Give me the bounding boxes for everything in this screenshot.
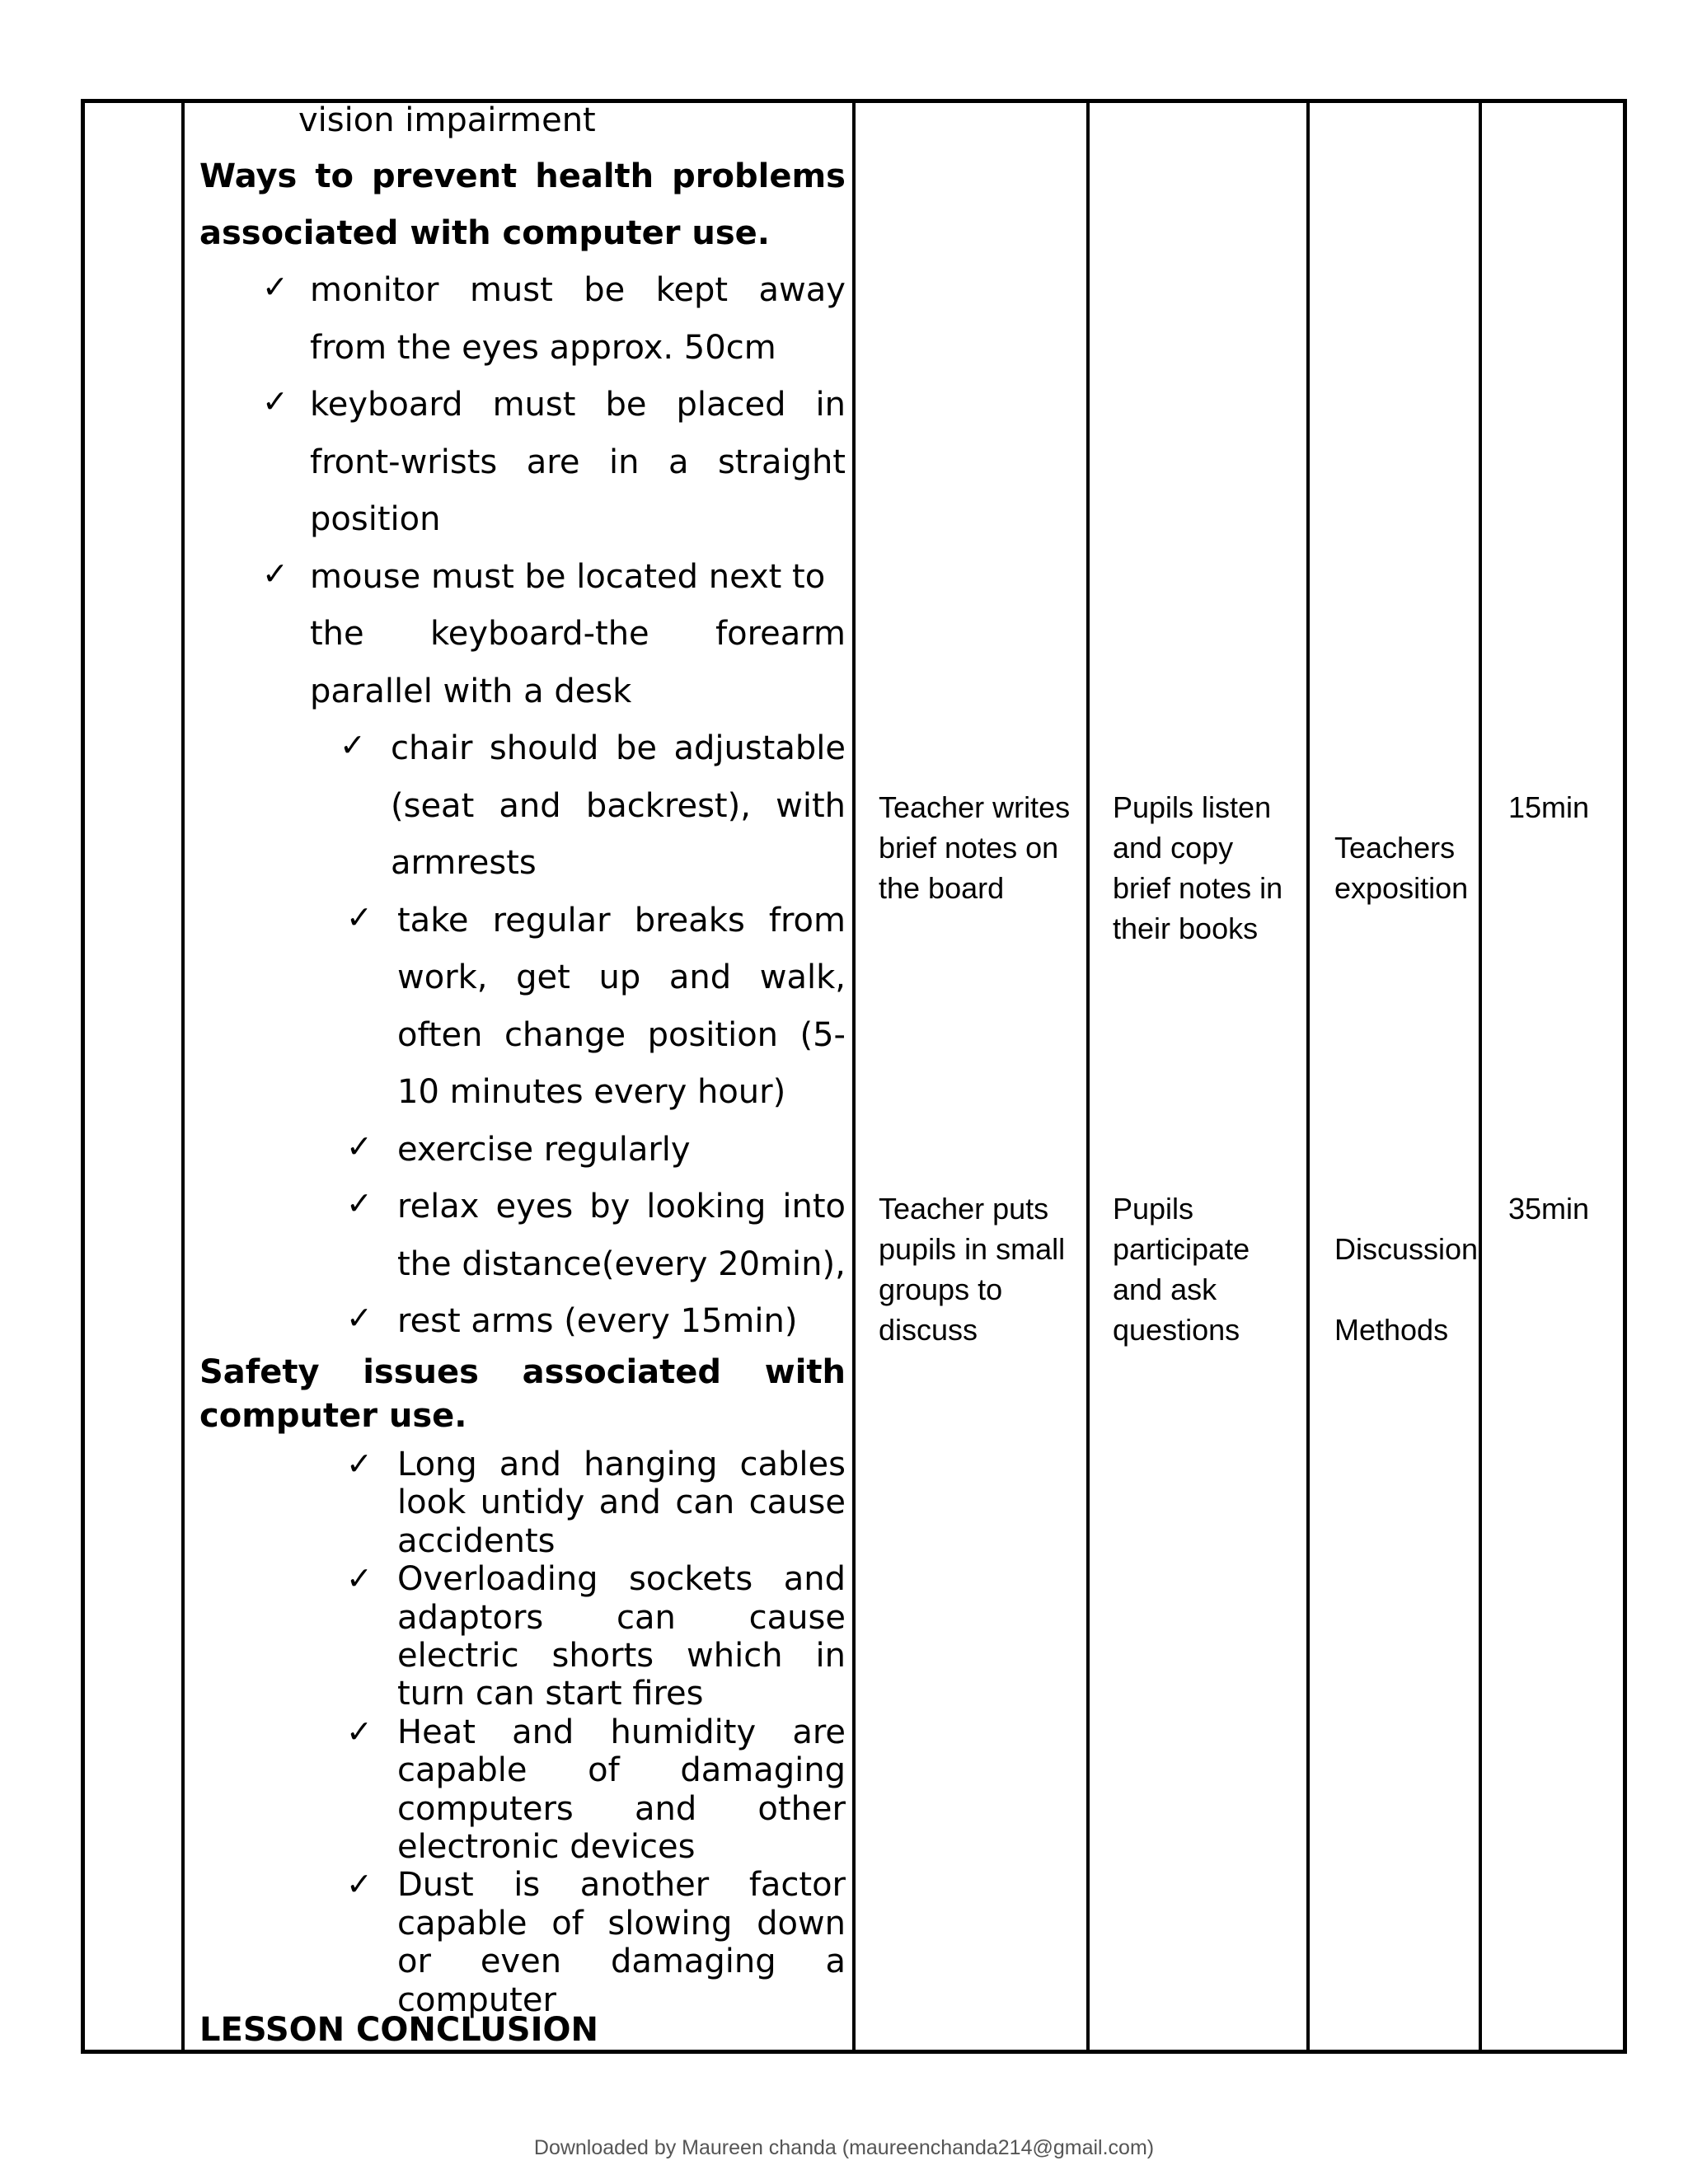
word: relax [397, 1188, 480, 1226]
heading-word: prevent [371, 157, 518, 195]
checkmark-icon: ✓ [262, 269, 288, 305]
word: by [589, 1188, 631, 1226]
heading-word: with [764, 1353, 846, 1391]
word: position [647, 1015, 779, 1054]
word: and [668, 958, 732, 996]
teacher-activity-line: groups to [879, 1272, 1003, 1306]
word: into [782, 1188, 846, 1226]
word: backrest), [585, 786, 751, 825]
heading-word: Safety [199, 1353, 320, 1391]
word: and [499, 786, 561, 825]
safety-item-line [397, 1751, 846, 1789]
word: get [516, 958, 570, 996]
word: slowing [607, 1904, 733, 1943]
heading-word: health [535, 157, 654, 195]
word: are [792, 1713, 846, 1751]
pupil-activity-cell [1113, 1188, 1250, 1350]
column-divider [852, 99, 856, 2054]
method-cell [1334, 827, 1468, 908]
teacher-activity-cell [879, 787, 1070, 908]
column-divider [181, 99, 185, 2054]
word: Long [397, 1446, 477, 1483]
method-cell [1334, 1229, 1478, 1350]
checkmark-icon: ✓ [346, 1185, 373, 1221]
safety-item-line: turn can start fires [397, 1675, 704, 1713]
heading-word: problems [672, 157, 846, 195]
word: look [397, 1483, 467, 1522]
prevent-nested-item-line: rest arms (every 15min) [397, 1302, 798, 1340]
pupil-activity-line: their books [1113, 912, 1259, 945]
word: adaptors [397, 1598, 544, 1637]
word: often [397, 1015, 483, 1054]
word: forearm [715, 615, 846, 653]
word: computers [397, 1789, 574, 1828]
word: the [310, 615, 364, 653]
method-line: Discussion [1334, 1232, 1479, 1266]
prevent-item-line [310, 262, 846, 320]
word: from [768, 901, 846, 940]
word: even [480, 1943, 562, 1981]
word: and [634, 1789, 697, 1828]
word: of [551, 1904, 584, 1943]
prevent-nested-item-line: armrests [391, 844, 537, 882]
word: shorts [551, 1637, 654, 1675]
word: change [504, 1015, 626, 1054]
word: (5- [799, 1015, 846, 1054]
prevent-nested-item-line [397, 1007, 846, 1065]
pupil-activity-line: Pupils listen [1113, 790, 1272, 824]
prevent-nested-item-line: the distance(every 20min), [397, 1244, 846, 1283]
prevent-nested-item-line: 10 minutes every hour) [397, 1073, 786, 1111]
word: untidy [480, 1483, 585, 1522]
heading-word: to [315, 157, 354, 195]
heading-word: associated [522, 1353, 722, 1391]
word: damaging [680, 1751, 846, 1790]
checkmark-icon: ✓ [346, 1866, 373, 1903]
time-cell: 35min [1508, 1192, 1590, 1226]
word: must [492, 386, 576, 424]
safety-item-line [397, 1943, 846, 1980]
pupil-activity-cell [1113, 787, 1282, 949]
word: can [675, 1483, 735, 1522]
word: adjustable [673, 729, 846, 767]
prevent-item-line [310, 606, 846, 663]
safety-heading-line1 [199, 1347, 846, 1397]
word: with [776, 786, 846, 825]
safety-item-line: computer [397, 1980, 556, 2019]
word: hanging [584, 1446, 718, 1483]
safety-item-line [397, 1713, 846, 1751]
word: Overloading [397, 1560, 598, 1599]
word: (seat [391, 786, 475, 825]
teacher-activity-line: Teacher writes [879, 790, 1071, 824]
word: another [579, 1866, 710, 1905]
word: take [397, 901, 469, 940]
word: sockets [629, 1560, 753, 1599]
method-line: exposition [1334, 871, 1469, 905]
word: and [783, 1560, 846, 1599]
pupil-activity-line: participate [1113, 1232, 1250, 1266]
teacher-activity-line: brief notes on [879, 831, 1059, 865]
word: and [499, 1446, 562, 1483]
safety-item-line: electronic devices [397, 1828, 696, 1866]
word: keyboard-the [430, 615, 649, 653]
column-divider [1086, 99, 1090, 2054]
safety-item-line [397, 1483, 846, 1521]
prevent-heading-line1 [199, 148, 846, 206]
word: other [757, 1789, 846, 1828]
word: monitor [310, 271, 439, 309]
checkmark-icon: ✓ [346, 1713, 373, 1750]
word: in [815, 386, 846, 424]
pupil-activity-line: brief notes in [1113, 871, 1283, 905]
word: kept [655, 271, 729, 309]
checkmark-icon: ✓ [340, 727, 366, 763]
word: is [513, 1866, 541, 1905]
pupil-activity-line: and ask [1113, 1272, 1217, 1306]
time-cell: 15min [1508, 790, 1590, 824]
word: looking [646, 1188, 767, 1226]
safety-heading-line2: computer use. [199, 1397, 467, 1435]
teacher-activity-line: pupils in small [879, 1232, 1066, 1266]
word: cables [739, 1446, 846, 1483]
prevent-item-line: parallel with a desk [310, 672, 632, 710]
word: Heat [397, 1713, 476, 1751]
prevent-nested-item-line: exercise regularly [397, 1130, 691, 1169]
word: humidity [610, 1713, 757, 1751]
column-divider [1479, 99, 1482, 2054]
word: of [588, 1751, 620, 1790]
method-line: Methods [1334, 1313, 1449, 1347]
prevent-item-line: position [310, 500, 441, 538]
prevent-item-line [310, 434, 846, 492]
pupil-activity-line: Pupils [1113, 1192, 1194, 1226]
word: capable [397, 1751, 528, 1790]
safety-item-line [397, 1637, 846, 1675]
word: be [615, 729, 657, 767]
lesson-conclusion-heading: LESSON CONCLUSION [199, 2011, 598, 2049]
word: should [489, 729, 599, 767]
prevent-nested-item-line [391, 720, 846, 778]
pupil-activity-line: questions [1113, 1313, 1240, 1347]
word: work, [397, 958, 488, 996]
prevent-nested-item-line [397, 893, 846, 950]
teacher-activity-line: discuss [879, 1313, 978, 1347]
word: can [617, 1598, 676, 1637]
safety-item-line [397, 1446, 846, 1483]
download-footer: Downloaded by Maureen chanda (maureenchanda214@gmail.com) [533, 2136, 1155, 2159]
word: keyboard [310, 386, 463, 424]
word: chair [391, 729, 473, 767]
prevent-nested-item-line [397, 1179, 846, 1236]
heading-word: issues [363, 1353, 479, 1391]
checkmark-icon: ✓ [346, 898, 373, 935]
word: be [605, 386, 647, 424]
word: placed [676, 386, 786, 424]
word: must [469, 271, 553, 309]
word: Dust [397, 1866, 474, 1905]
teacher-activity-line: Teacher puts [879, 1192, 1049, 1226]
checkmark-icon: ✓ [262, 383, 288, 419]
prevent-nested-item-line [391, 778, 846, 836]
word: electric [397, 1637, 519, 1675]
method-line: Teachers [1334, 831, 1456, 865]
heading-word: Ways [199, 157, 298, 195]
word: cause [748, 1598, 846, 1637]
word: up [598, 958, 641, 996]
column-divider [1306, 99, 1310, 2054]
word: a [825, 1943, 846, 1981]
prevent-heading-line2: associated with computer use. [199, 214, 770, 252]
word: straight [717, 443, 846, 481]
word: damaging [610, 1943, 776, 1981]
teacher-activity-line: the board [879, 871, 1005, 905]
word: or [397, 1943, 431, 1981]
word: are [526, 443, 580, 481]
word: capable [397, 1904, 528, 1943]
word: factor [748, 1866, 846, 1905]
word: in [815, 1637, 846, 1675]
word: eyes [495, 1188, 574, 1226]
safety-item-line [397, 1790, 846, 1828]
word: away [758, 271, 846, 309]
word: and [512, 1713, 574, 1751]
intro-line: vision impairment [298, 101, 596, 139]
checkmark-icon: ✓ [346, 1446, 373, 1482]
word: which [687, 1637, 783, 1675]
teacher-activity-cell [879, 1188, 1065, 1350]
method-line [1334, 1269, 1478, 1310]
word: front-wrists [310, 443, 498, 481]
checkmark-icon: ✓ [346, 1127, 373, 1165]
word: cause [748, 1483, 846, 1522]
word: regular [492, 901, 611, 940]
safety-item-line [397, 1866, 846, 1904]
checkmark-icon: ✓ [346, 1560, 373, 1597]
safety-item-line [397, 1905, 846, 1943]
pupil-activity-line: and copy [1113, 831, 1234, 865]
word: down [757, 1904, 846, 1943]
prevent-item-line [310, 377, 846, 434]
checkmark-icon: ✓ [262, 555, 288, 592]
word: walk, [759, 958, 846, 996]
prevent-item-line: from the eyes approx. 50cm [310, 328, 776, 367]
word: in [608, 443, 640, 481]
safety-item-line [397, 1560, 846, 1598]
safety-item-line [397, 1599, 846, 1637]
prevent-nested-item-line [397, 949, 846, 1007]
word: breaks [634, 901, 745, 940]
word: be [584, 271, 626, 309]
prevent-item-line: mouse must be located next to [310, 557, 826, 596]
checkmark-icon: ✓ [346, 1300, 373, 1336]
word: and [598, 1483, 661, 1522]
word: a [668, 443, 689, 481]
safety-item-line: accidents [397, 1521, 556, 1560]
